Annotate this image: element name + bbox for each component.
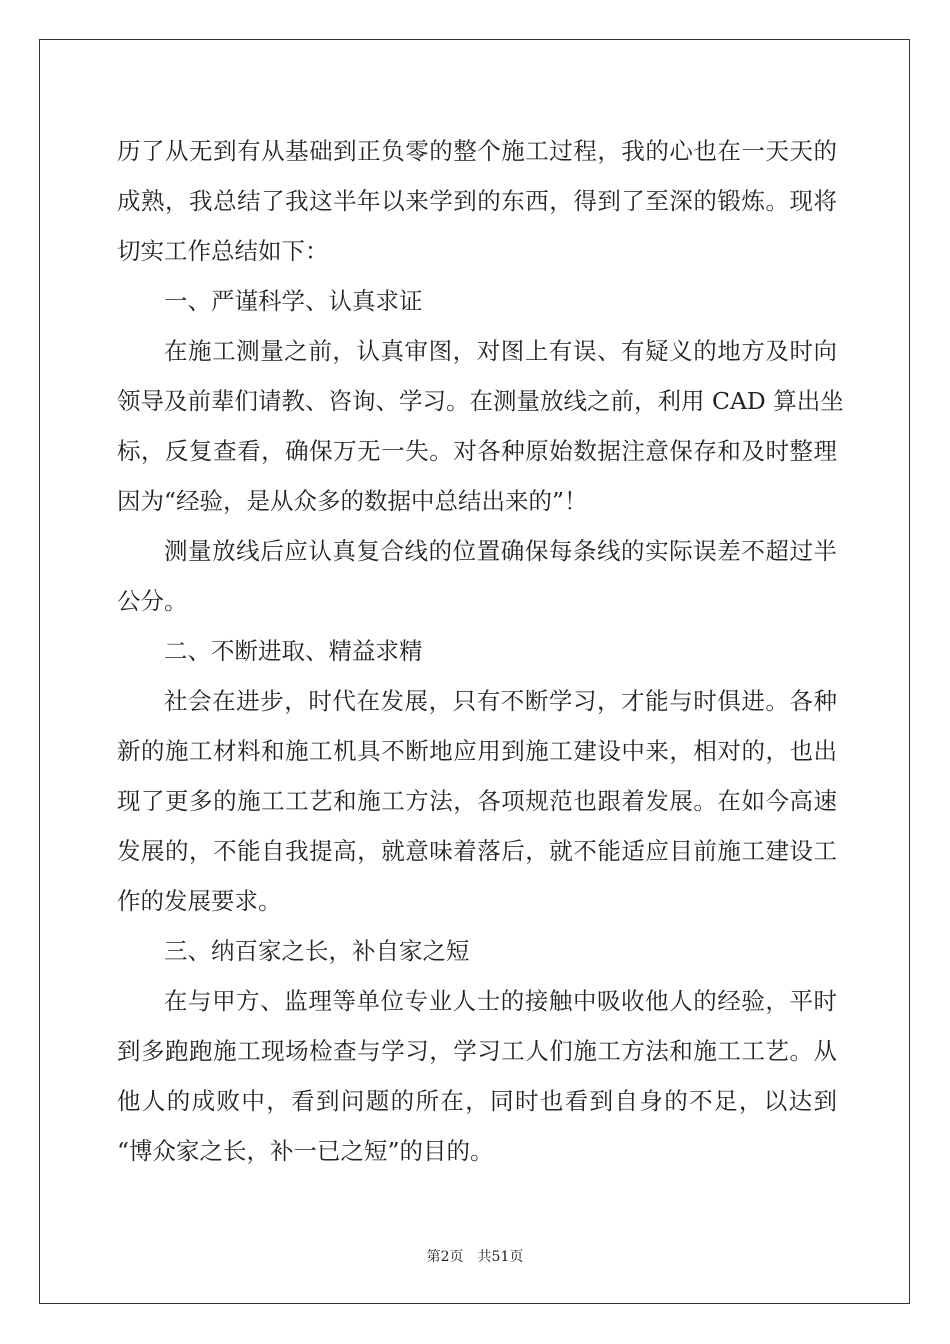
page-total: 共51页 bbox=[477, 1249, 524, 1265]
section-heading: 二、不断进取、精益求精 bbox=[164, 637, 423, 665]
text-line: 在与甲方、监理等单位专业人士的接触中吸收他人的经验，平时 bbox=[164, 987, 837, 1015]
text-line: “博众家之长，补一已之短”的目的。 bbox=[117, 1137, 494, 1165]
text-line: 作的发展要求。 bbox=[117, 887, 282, 915]
text-line: 切实工作总结如下： bbox=[117, 237, 329, 265]
page-footer bbox=[0, 1246, 950, 1266]
document-body bbox=[117, 126, 844, 1176]
text-line: 因为“经验，是从众多的数据中总结出来的”！ bbox=[117, 487, 588, 515]
text-line: 现了更多的施工工艺和施工方法，各项规范也跟着发展。在如今高速 bbox=[117, 787, 837, 815]
text-line: 领导及前辈们请教、咨询、学习。在测量放线之前，利用 CAD 算出坐 bbox=[117, 387, 844, 415]
text-line: 发展的，不能自我提高，就意味着落后，就不能适应目前施工建设工 bbox=[117, 837, 837, 865]
text-line: 公分。 bbox=[117, 587, 188, 615]
section-heading: 三、纳百家之长，补自家之短 bbox=[164, 937, 470, 965]
section-heading: 一、严谨科学、认真求证 bbox=[164, 287, 423, 315]
text-line: 到多跑跑施工现场检查与学习，学习工人们施工方法和施工工艺。从 bbox=[117, 1037, 837, 1065]
text-line: 他人的成败中，看到问题的所在，同时也看到自身的不足，以达到 bbox=[117, 1087, 837, 1115]
page-number: 第2页 bbox=[426, 1249, 464, 1265]
text-line: 新的施工材料和施工机具不断地应用到施工建设中来，相对的，也出 bbox=[117, 737, 837, 765]
text-line: 社会在进步，时代在发展，只有不断学习，才能与时俱进。各种 bbox=[164, 687, 837, 715]
text-line: 在施工测量之前，认真审图，对图上有误、有疑义的地方及时向 bbox=[164, 337, 837, 365]
text-line: 成熟，我总结了我这半年以来学到的东西，得到了至深的锻炼。现将 bbox=[117, 187, 837, 215]
text-line: 测量放线后应认真复合线的位置确保每条线的实际误差不超过半 bbox=[164, 537, 837, 565]
text-line: 历了从无到有从基础到正负零的整个施工过程，我的心也在一天天的 bbox=[117, 137, 837, 165]
text-line: 标，反复查看，确保万无一失。对各种原始数据注意保存和及时整理 bbox=[117, 437, 837, 465]
